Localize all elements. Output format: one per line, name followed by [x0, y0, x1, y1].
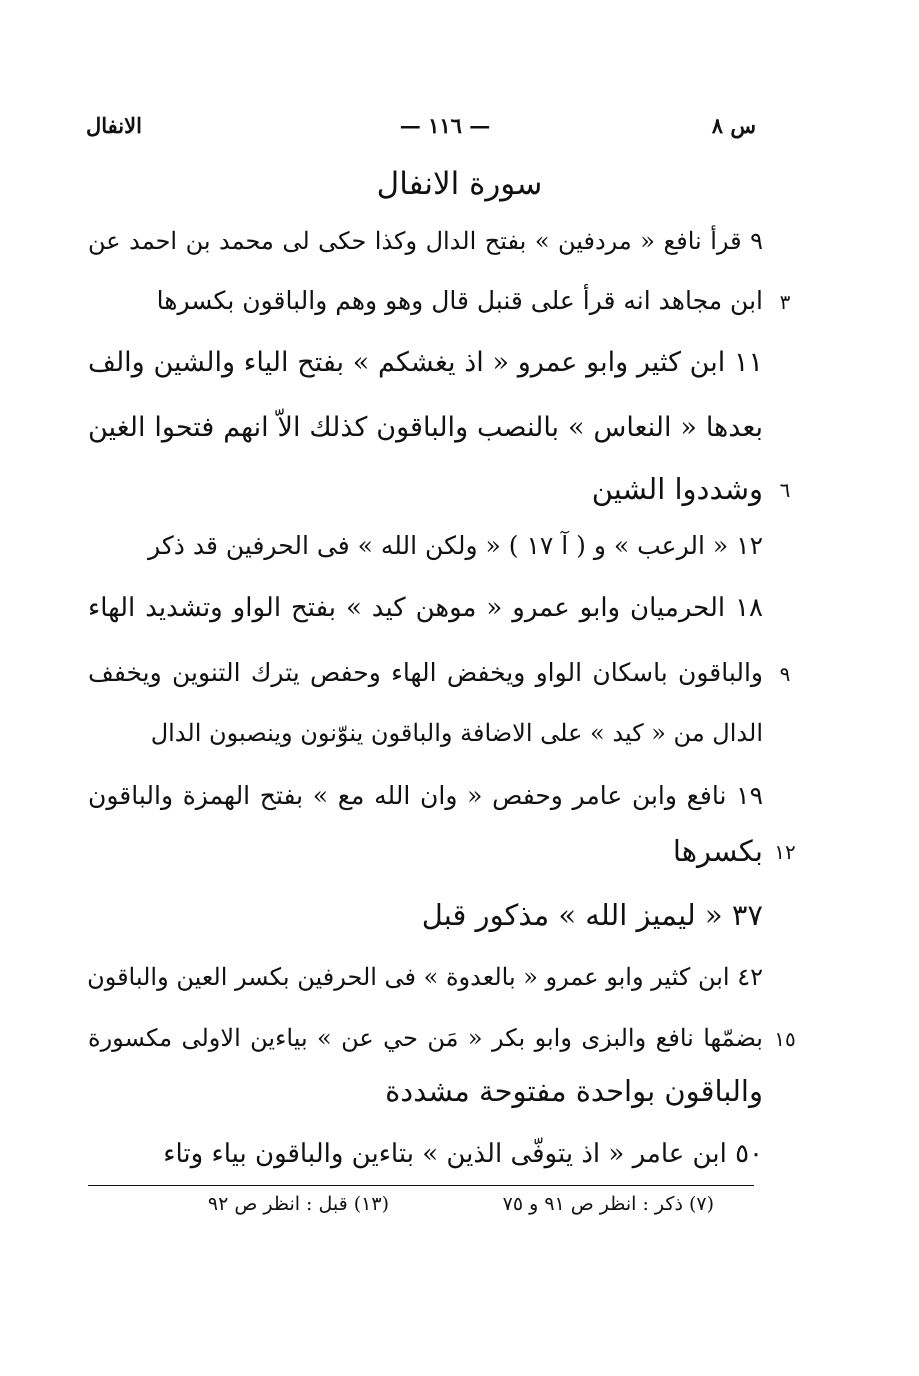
- text-line-1: ٩ قرأ نافع « مردفين » بفتح الدال وكذا حكى لى محمد بن احمد عن: [88, 227, 763, 255]
- running-header-section: س ٨: [711, 113, 756, 138]
- text-line-7: ١٨ الحرميان وابو عمرو « موهن كيد » بفتح الواو وتشديد الهاء: [88, 593, 763, 623]
- text-line-8: والباقون باسكان الواو ويخفض الهاء وحفص يترك التنوين ويخفف: [88, 658, 763, 687]
- text-line-16: ٥٠ ابن عامر « اذ يتوفّى الذين » بتاءين والباقون بياء وتاء: [163, 1139, 763, 1169]
- sura-title: سورة الانفال: [376, 166, 543, 202]
- text-line-10: ١٩ نافع وابن عامر وحفص « وان الله مع » بفتح الهمزة والباقون: [88, 781, 763, 810]
- text-line-5: وشددوا الشين: [591, 472, 763, 506]
- footnote-rule: [88, 1185, 754, 1186]
- running-header-sura: الانفال: [86, 113, 142, 138]
- margin-line-number-12: ١٢: [774, 840, 796, 864]
- text-line-11: بكسرها: [672, 834, 763, 868]
- footnote-13: (١٣) قبل : انظر ص ٩٢: [207, 1193, 389, 1215]
- text-line-15: والباقون بواحدة مفتوحة مشددة: [385, 1074, 763, 1108]
- margin-line-number-3: ٣: [779, 290, 791, 314]
- text-line-13: ٤٢ ابن كثير وابو عمرو « بالعدوة » فى الحرفين بكسر العين والباقون: [87, 963, 763, 991]
- margin-line-number-6: ٦: [779, 478, 791, 502]
- page-number: — ١١٦ —: [399, 113, 491, 138]
- margin-line-number-15: ١٥: [774, 1027, 796, 1051]
- footnote-7: (٧) ذكر : انظر ص ٩١ و ٧٥: [502, 1193, 714, 1215]
- text-line-6: ١٢ « الرعب » و ( آ ١٧ ) « ولكن الله » فى الحرفين قد ذكر: [148, 531, 763, 560]
- margin-line-number-9: ٩: [779, 662, 791, 686]
- text-line-3: ١١ ابن كثير وابو عمرو « اذ يغشكم » بفتح الياء والشين والف: [88, 347, 763, 378]
- text-line-4: بعدها « النعاس » بالنصب والباقون كذلك الاّ انهم فتحوا الغين: [88, 412, 763, 443]
- text-line-14: بضمّها نافع والبزى وابو بكر « مَن حي عن » بياءين الاولى مكسورة: [88, 1024, 763, 1052]
- text-line-9: الدال من « كيد » على الاضافة والباقون ينوّنون وينصبون الدال: [150, 719, 763, 747]
- text-line-2: ابن مجاهد انه قرأ على قنبل قال وهو وهم والباقون بكسرها: [156, 286, 763, 315]
- text-line-12: ٣٧ « ليميز الله » مذكور قبل: [421, 898, 763, 932]
